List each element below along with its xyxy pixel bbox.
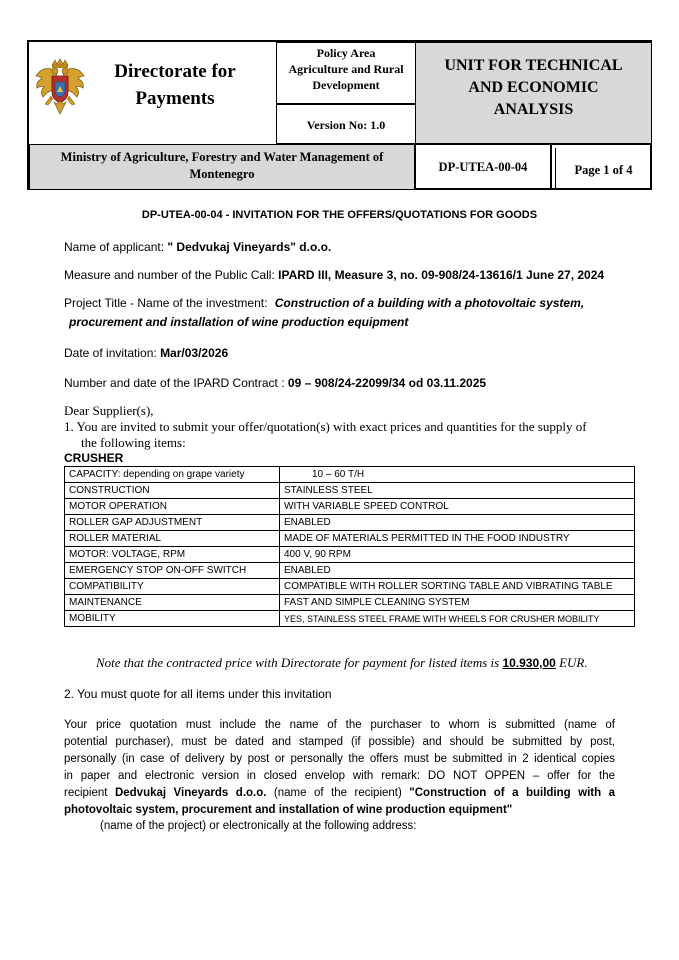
version-cell: Version No: 1.0 xyxy=(276,104,416,144)
spec-value: MADE OF MATERIALS PERMITTED IN THE FOOD INDUSTRY xyxy=(280,531,635,547)
measure-value: IPARD III, Measure 3, no. 09-908/24-13616/1 June 27, 2024 xyxy=(278,268,605,282)
spec-key: MOTOR: VOLTAGE, RPM xyxy=(65,547,280,563)
spec-row xyxy=(65,483,635,499)
unit-line-1: UNIT FOR TECHNICAL xyxy=(444,57,623,74)
spec-key: MAINTENANCE xyxy=(65,595,280,611)
policy-line-3: Development xyxy=(312,78,380,92)
ministry-line-1: Ministry of Agriculture, Forestry and Water Management of xyxy=(60,150,384,164)
applicant-line xyxy=(64,240,331,254)
quote-line-7: (name of the project) or electronically at the following address: xyxy=(100,820,417,833)
quote-line-6: photovoltaic system, procurement and installation of wine production equipment" xyxy=(64,803,513,816)
item-2: 2. You must quote for all items under this invitation xyxy=(64,687,332,701)
quote-line-5 xyxy=(64,785,615,802)
quote-line-5-a: recipient xyxy=(64,786,115,799)
spec-value: STAINLESS STEEL xyxy=(280,483,635,499)
spec-row xyxy=(65,563,635,579)
spec-table-body xyxy=(65,467,635,627)
policy-line-1: Policy Area xyxy=(316,46,376,60)
doc-code-cell: DP-UTEA-00-04 xyxy=(415,144,551,190)
measure-label: Measure and number of the Public Call: xyxy=(64,268,279,282)
crusher-spec-table xyxy=(64,466,635,627)
spec-value: ENABLED xyxy=(280,515,635,531)
unit-line-3: ANALYSIS xyxy=(493,101,574,118)
spec-key: EMERGENCY STOP ON-OFF SWITCH xyxy=(65,563,280,579)
contract-label: Number and date of the IPARD Contract : xyxy=(64,376,288,390)
unit-cell xyxy=(415,42,652,144)
spec-row xyxy=(65,611,635,627)
ministry-cell xyxy=(29,144,415,190)
ministry-line-2: Montenegro xyxy=(189,167,255,181)
contract-value: 09 – 908/24-22099/34 od 03.11.2025 xyxy=(287,376,487,390)
spec-value: ENABLED xyxy=(280,563,635,579)
contracted-price-note xyxy=(96,655,588,671)
spec-row xyxy=(65,595,635,611)
applicant-label: Name of applicant: xyxy=(64,240,168,254)
unit-line-2: AND ECONOMIC xyxy=(468,79,599,96)
quote-line-4: in paper and electronic version in closed envelop with remark: DO NOT OPPEN – offer for the xyxy=(64,769,615,782)
directorate-title-line-1: Directorate for xyxy=(114,61,236,82)
spec-row xyxy=(65,515,635,531)
item-1-line-2: the following items: xyxy=(81,435,186,450)
invitation-date-label: Date of invitation: xyxy=(64,346,161,360)
quote-line-5-c: (name of the recipient) xyxy=(266,786,410,799)
note-text: Note that the contracted price with Directorate for payment for listed items is xyxy=(96,655,503,670)
policy-area-cell xyxy=(276,42,416,104)
spec-row xyxy=(65,499,635,515)
project-line xyxy=(64,296,584,310)
directorate-title-line-2: Payments xyxy=(135,88,215,109)
note-currency: EUR. xyxy=(555,655,588,670)
directorate-title xyxy=(90,58,260,112)
spec-key: COMPATIBILITY xyxy=(65,579,280,595)
project-value-line-2: procurement and installation of wine production equipment xyxy=(69,315,409,329)
spec-value: 10 – 60 T/H xyxy=(280,467,635,483)
quote-line-3: personally (in case of delivery by post or personally the offers must be submitted in 2 identical copies xyxy=(64,752,615,765)
quote-line-2: potential purchaser), must be dated and stamped (if possible) and should be submitted by post, xyxy=(64,735,615,748)
spec-row xyxy=(65,531,635,547)
spec-row xyxy=(65,547,635,563)
spec-key: CAPACITY: depending on grape variety xyxy=(65,467,280,483)
spec-value: COMPATIBLE WITH ROLLER SORTING TABLE AND VIBRATING TABLE xyxy=(280,579,635,595)
invitation-date-line xyxy=(64,346,228,360)
spec-key: CONSTRUCTION xyxy=(65,483,280,499)
recipient-name: Dedvukaj Vineyards d.o.o. xyxy=(114,786,267,799)
invitation-date-value: Mar/03/2026 xyxy=(160,346,229,360)
coat-of-arms-logo xyxy=(33,58,87,116)
document-title: DP-UTEA-00-04 - INVITATION FOR THE OFFERS/QUOTATIONS FOR GOODS xyxy=(141,209,538,221)
project-value-line-1: Construction of a building with a photovoltaic system, xyxy=(274,296,585,310)
spec-row xyxy=(65,579,635,595)
contract-line xyxy=(64,376,486,390)
spec-key: ROLLER GAP ADJUSTMENT xyxy=(65,515,280,531)
page-number-inner: Page 1 of 4 xyxy=(555,148,651,189)
spec-key: MOBILITY xyxy=(65,611,280,627)
policy-line-2: Agriculture and Rural xyxy=(288,62,404,76)
spec-value: WITH VARIABLE SPEED CONTROL xyxy=(280,499,635,515)
spec-value: FAST AND SIMPLE CLEANING SYSTEM xyxy=(280,595,635,611)
item-1-line-1: 1. You are invited to submit your offer/quotation(s) with exact prices and quantities for the supply of xyxy=(64,419,587,434)
spec-value: 400 V, 90 RPM xyxy=(280,547,635,563)
project-label: Project Title - Name of the investment: xyxy=(64,296,271,310)
salutation: Dear Supplier(s), xyxy=(64,403,154,418)
project-name-start: "Construction of a building with a xyxy=(409,786,616,799)
page-number-cell xyxy=(551,144,652,190)
spec-key: MOTOR OPERATION xyxy=(65,499,280,515)
note-amount: 10.930,00 xyxy=(502,656,556,670)
equipment-name: CRUSHER xyxy=(64,451,124,465)
measure-line xyxy=(64,268,604,282)
quotation-instructions xyxy=(64,717,615,835)
spec-value: YES, STAINLESS STEEL FRAME WITH WHEELS FOR CRUSHER MOBILITY xyxy=(280,611,635,627)
spec-row xyxy=(65,467,635,483)
spec-key: ROLLER MATERIAL xyxy=(65,531,280,547)
quote-line-1: Your price quotation must include the name of the purchaser to whom is submitted (name of xyxy=(64,719,615,731)
applicant-value: " Dedvukaj Vineyards" d.o.o. xyxy=(167,240,332,254)
